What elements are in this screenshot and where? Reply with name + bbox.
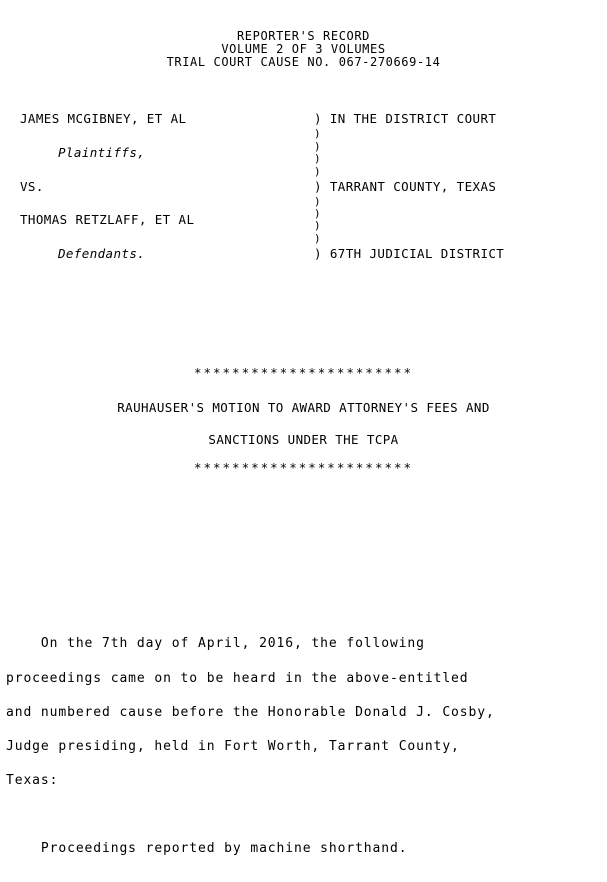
- body-line: On the 7th day of April, 2016, the following: [6, 636, 425, 651]
- caption-paren: ): [314, 195, 322, 208]
- plaintiff-role: Plaintiffs,: [58, 145, 146, 160]
- caption-paren: ): [314, 140, 322, 153]
- body-line: Proceedings reported by machine shorthand.: [6, 841, 408, 856]
- caption-paren: ): [314, 127, 322, 140]
- caption-paren: ): [314, 165, 322, 178]
- judicial-district: ) 67TH JUDICIAL DISTRICT: [314, 246, 505, 261]
- record-title: REPORTER'S RECORD: [236, 29, 371, 43]
- body-line: proceedings came on to be heard in the above-entitled: [6, 671, 469, 686]
- body-line: Texas:: [6, 773, 59, 788]
- versus: VS.: [20, 179, 44, 194]
- defendant-role: Defendants.: [58, 246, 146, 261]
- motion-title-line2: SANCTIONS UNDER THE TCPA: [208, 432, 399, 447]
- county-name: ) TARRANT COUNTY, TEXAS: [314, 179, 497, 194]
- volume-line: VOLUME 2 OF 3 VOLUMES: [221, 42, 386, 56]
- caption-paren: ): [314, 152, 322, 165]
- body-line: Judge presiding, held in Fort Worth, Tarrant County,: [6, 739, 460, 754]
- body-line: and numbered cause before the Honorable Donald J. Cosby,: [6, 705, 495, 720]
- caption-paren: ): [314, 219, 322, 232]
- court-name: ) IN THE DISTRICT COURT: [314, 111, 497, 126]
- caption-paren: ): [314, 207, 322, 220]
- cause-number: TRIAL COURT CAUSE NO. 067-270669-14: [166, 55, 441, 69]
- defendant-name: THOMAS RETZLAFF, ET AL: [20, 212, 195, 227]
- stars-top: ***********************: [193, 365, 414, 380]
- caption-paren: ): [314, 232, 322, 245]
- plaintiff-name: JAMES MCGIBNEY, ET AL: [20, 111, 187, 126]
- stars-bottom: ***********************: [193, 460, 414, 475]
- motion-title-line1: RAUHAUSER'S MOTION TO AWARD ATTORNEY'S FEES AND: [117, 400, 490, 415]
